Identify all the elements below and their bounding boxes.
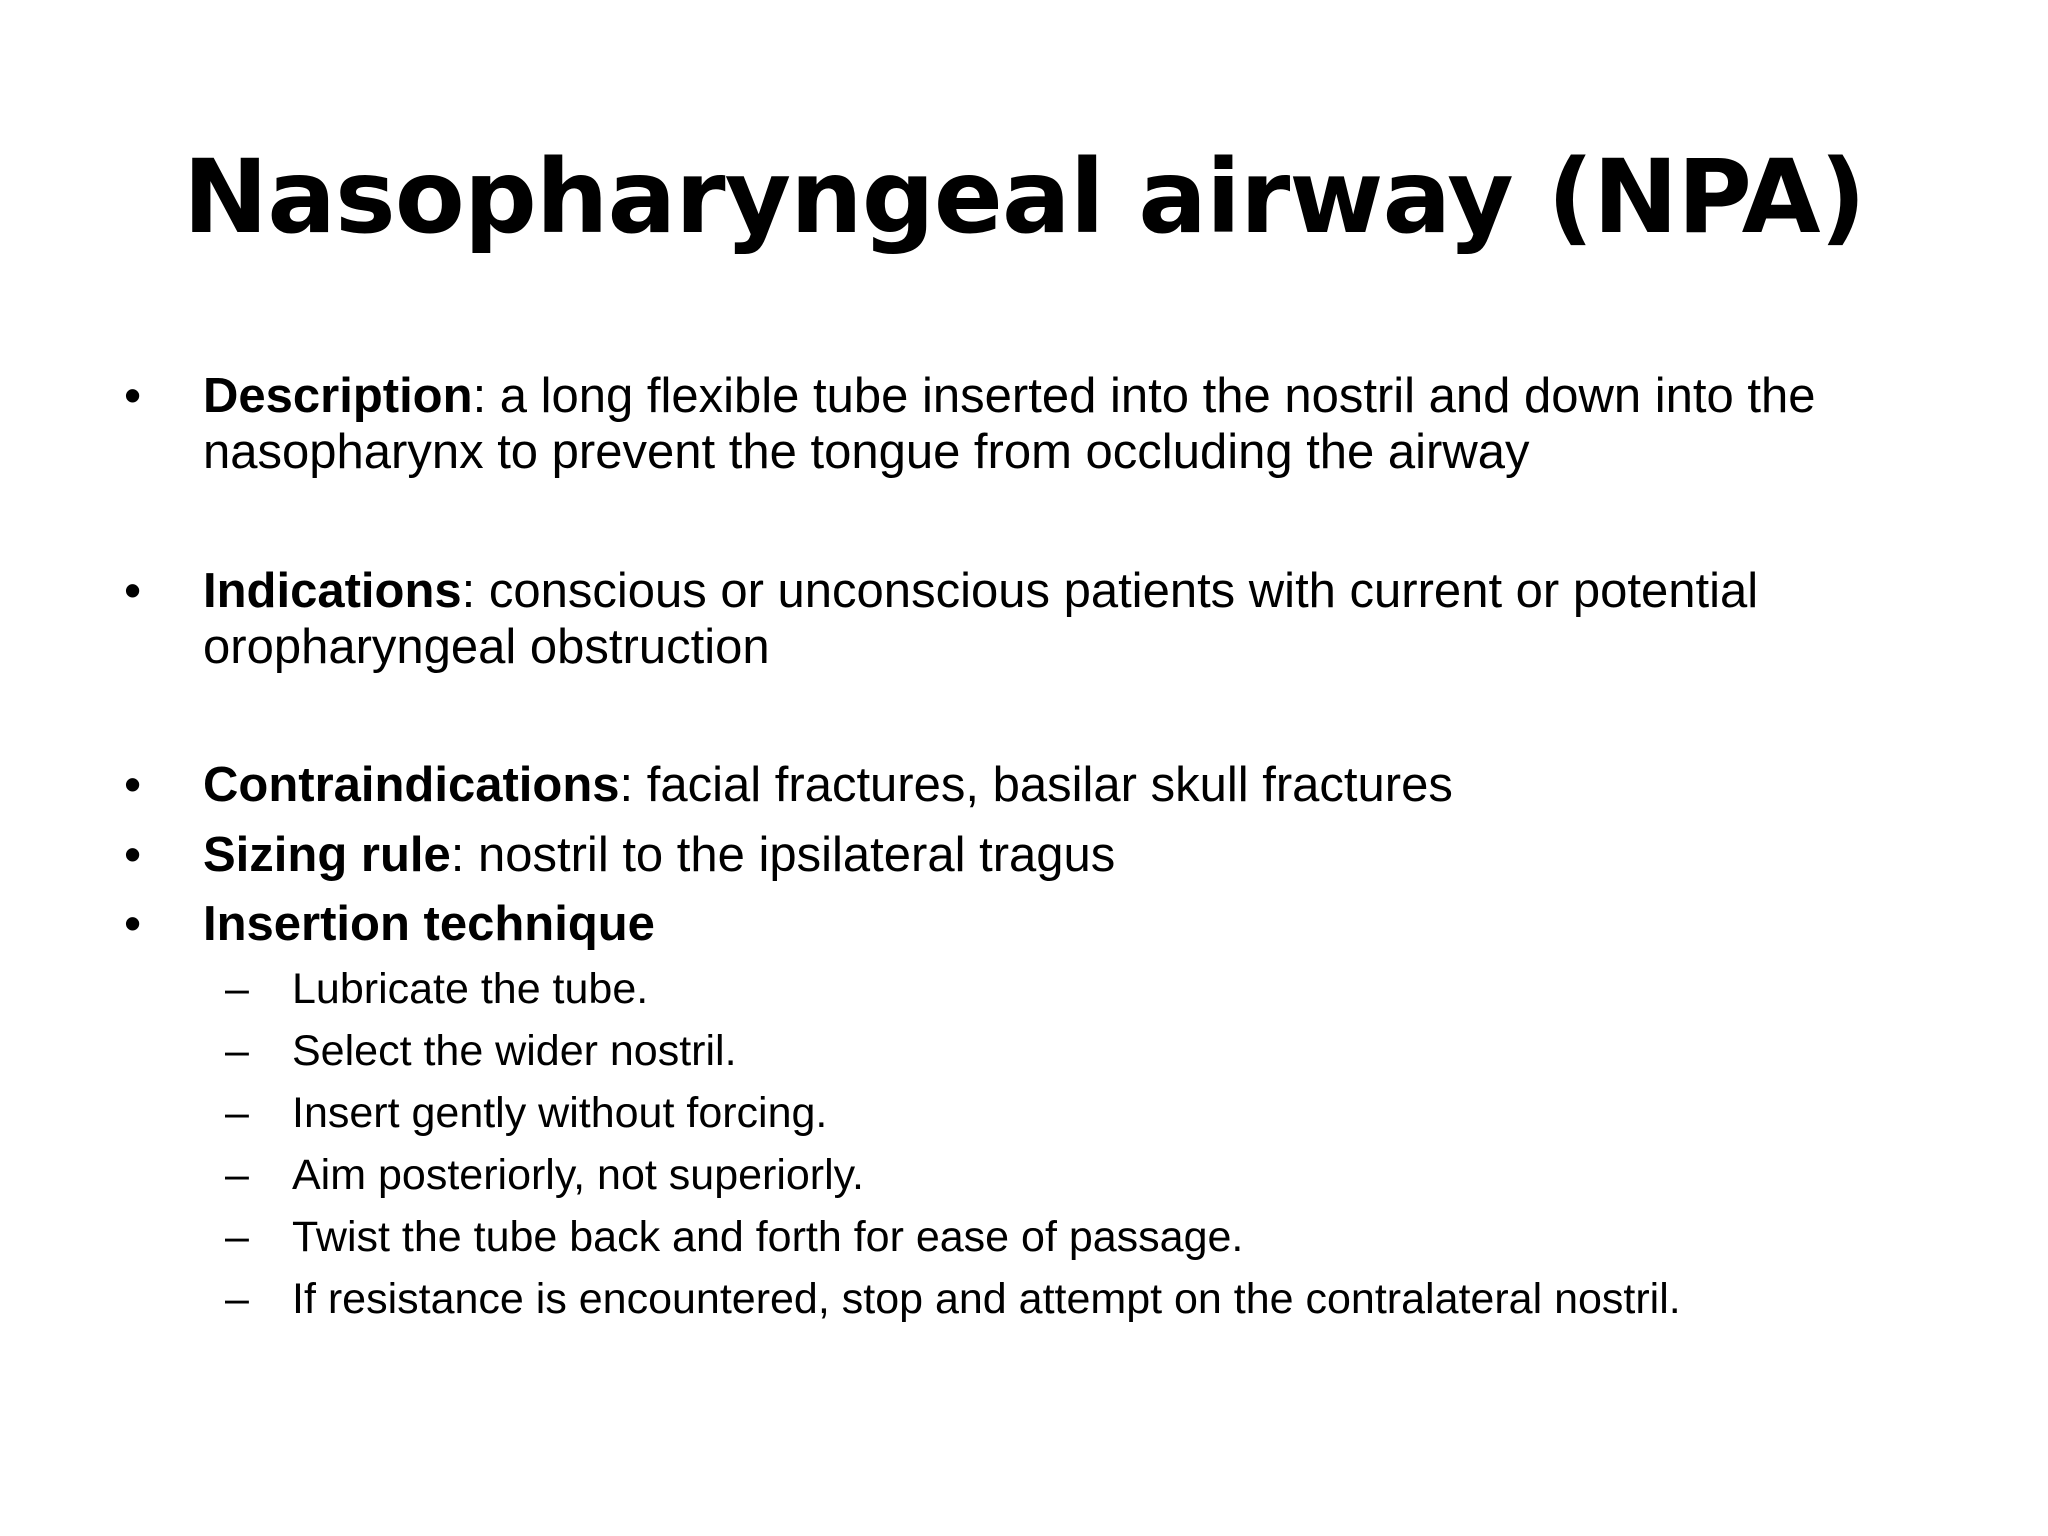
- bullet-icon: •: [124, 828, 142, 882]
- bullet-term: Insertion technique: [203, 897, 655, 951]
- insertion-step: [225, 1273, 1985, 1325]
- bullet-term: Description: [203, 369, 473, 423]
- bullet-body: : nostril to the ipsilateral tragus: [450, 828, 1116, 882]
- bullet-icon: •: [124, 369, 142, 423]
- bullet-icon: •: [124, 897, 142, 951]
- bullet-text: [203, 757, 1964, 813]
- bullet-body: : facial fractures, basilar skull fractures: [619, 758, 1453, 812]
- step-text: If resistance is encountered, stop and attempt on the contralateral nostril.: [292, 1275, 1681, 1323]
- dash-icon: –: [225, 1275, 249, 1323]
- dash-icon: –: [225, 1213, 249, 1261]
- bullet-term: Contraindications: [203, 758, 620, 812]
- bullet-text: [203, 563, 1964, 675]
- step-text: Insert gently without forcing.: [292, 1089, 828, 1137]
- insertion-step: [225, 1211, 1985, 1263]
- bullet-text: [203, 368, 1964, 480]
- insertion-step: [225, 1149, 1985, 1201]
- bullet-icon: •: [124, 758, 142, 812]
- bullet-insertion-technique: [124, 896, 1964, 952]
- bullet-text: [203, 896, 1964, 952]
- insertion-step: [225, 963, 1985, 1015]
- bullet-contraindications: [124, 757, 1964, 813]
- bullet-term: Sizing rule: [203, 828, 451, 882]
- bullet-body: : conscious or unconscious patients with current or potential oropharyngeal obstruction: [203, 564, 1759, 674]
- step-text: Aim posteriorly, not superiorly.: [292, 1151, 864, 1199]
- dash-icon: –: [225, 965, 249, 1013]
- bullet-term: Indications: [203, 564, 462, 618]
- bullet-indications: [124, 563, 1964, 675]
- step-text: Twist the tube back and forth for ease of passage.: [292, 1213, 1244, 1261]
- bullet-text: [203, 827, 1964, 883]
- bullet-sizing-rule: [124, 827, 1964, 883]
- dash-icon: –: [225, 1027, 249, 1075]
- bullet-icon: •: [124, 564, 142, 618]
- step-text: Lubricate the tube.: [292, 965, 649, 1013]
- step-text: Select the wider nostril.: [292, 1027, 737, 1075]
- bullet-body: : a long flexible tube inserted into the nostril and down into the nasopharynx to prevent the tongue from occluding the airway: [203, 369, 1816, 479]
- insertion-step: [225, 1025, 1985, 1077]
- slide-title: Nasopharyngeal airway (NPA): [182, 138, 1866, 257]
- bullet-description: [124, 368, 1964, 480]
- insertion-step: [225, 1087, 1985, 1139]
- dash-icon: –: [225, 1089, 249, 1137]
- dash-icon: –: [225, 1151, 249, 1199]
